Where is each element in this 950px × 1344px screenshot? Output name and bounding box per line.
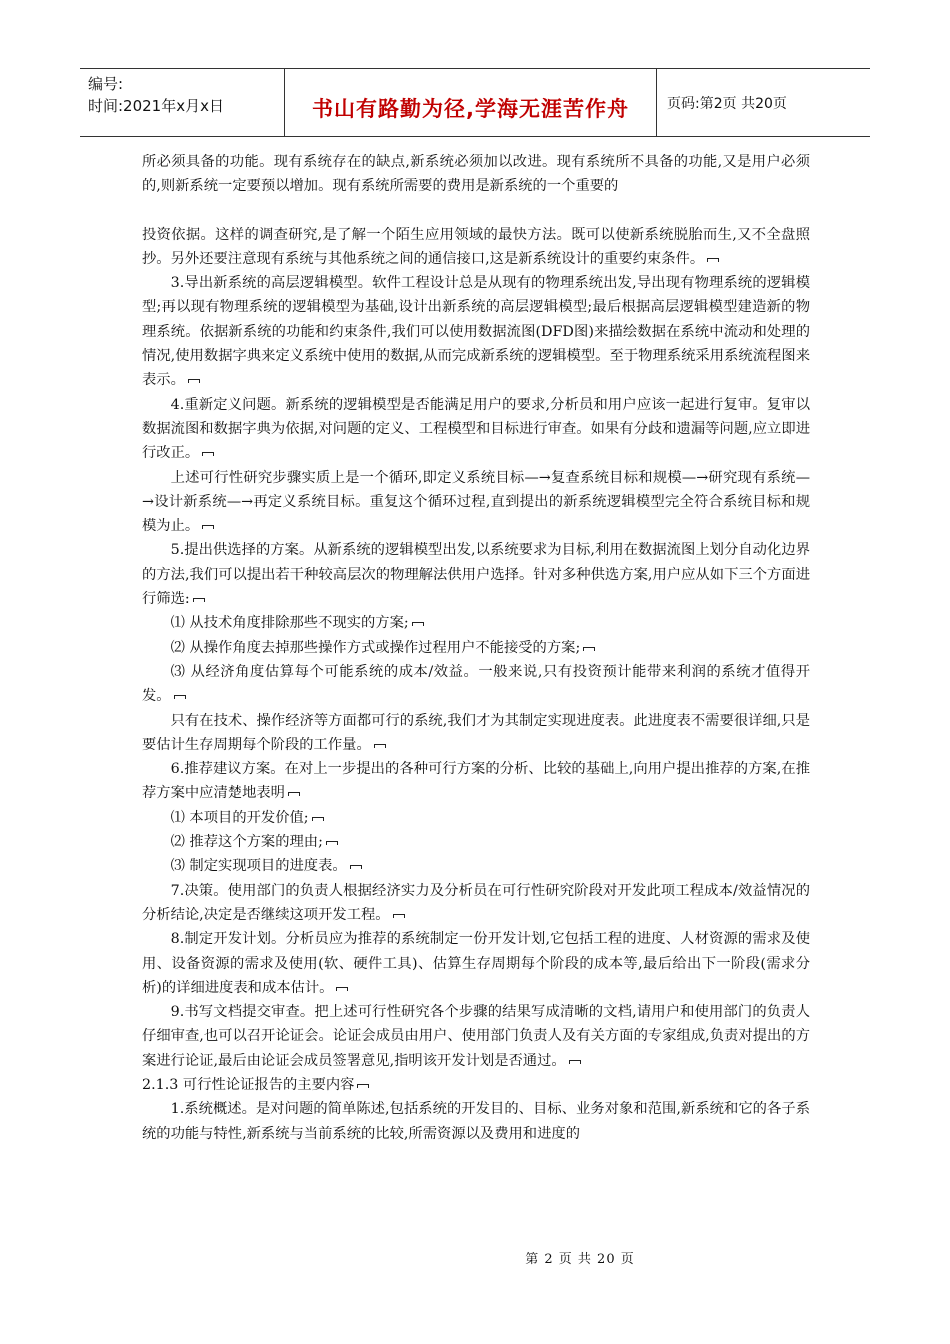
- paragraph: [142, 806, 810, 830]
- paragraph-text: ⑶ 从经济角度估算每个可能系统的成本/效益。一般来说,只有投资预计能带来利润的系统才值得开发。: [142, 663, 810, 705]
- time-label: 时间:2021年x月x日: [88, 97, 224, 115]
- paragraph: [142, 709, 810, 758]
- paragraph: [142, 466, 810, 539]
- paragraph-text: ⑶ 制定实现项目的进度表。: [170, 858, 347, 875]
- paragraph: [142, 393, 810, 466]
- header-meta: [80, 69, 284, 136]
- paragraph: [142, 854, 810, 878]
- paragraph-mark-icon: [202, 452, 214, 456]
- paragraph-mark-icon: [326, 841, 338, 845]
- header-motto-cell: [284, 69, 657, 136]
- paragraph-text: 只有在技术、操作经济等方面都可行的系统,我们才为其制定实现进度表。此进度表不需要很详细,只是要估计生存周期每个阶段的工作量。: [142, 712, 810, 753]
- paragraph: [142, 879, 810, 928]
- motto-text: 书山有路勤为径,学海无涯苦作舟: [312, 96, 629, 121]
- paragraph: [142, 830, 810, 854]
- paragraph-text: 6.推荐建议方案。在对上一步提出的各种可行方案的分析、比较的基础上,向用户提出推荐的方案,在推荐方案中应清楚地表明: [142, 761, 810, 802]
- paragraph: [142, 538, 810, 611]
- paragraph: [142, 271, 810, 392]
- paragraph-mark-icon: [336, 987, 348, 991]
- paragraph-text: ⑴ 本项目的开发价值;: [170, 809, 309, 826]
- spacer: [142, 199, 810, 223]
- paragraph-text: 7.决策。使用部门的负责人根据经济实力及分析员在可行性研究阶段对开发此项工程成本/效益情况的分析结论,决定是否继续这项开发工程。: [142, 882, 810, 923]
- paragraph-mark-icon: [707, 258, 719, 262]
- paragraph-text: 3.导出新系统的高层逻辑模型。软件工程设计总是从现有的物理系统出发,导出现有物理系统的逻辑模型;再以现有物理系统的逻辑模型为基础,设计出新系统的高层逻辑模型;最后根据高层逻辑模型建造新的物理系统。依据新系统的功能和约束条件,我们可以使用数据流图(DFD图)来描绘数据在系统中流动和处理的情况,使用数据字典来定义系统中使用的数据,从而完成新系统的逻辑模型。至于物理系统采用系统流程图来表示。: [142, 275, 810, 389]
- paragraph-text: 9.书写文档提交审查。把上述可行性研究各个步骤的结果写成清晰的文档,请用户和使用部门的负责人仔细审查,也可以召开论证会。论证会成员由用户、使用部门负责人及有关方面的专家组成,负责对提出的方案进行论证,最后由论证会成员签署意见,指明该开发计划是否通过。: [142, 1004, 810, 1069]
- paragraph-mark-icon: [288, 792, 300, 796]
- paragraph-text: 2.1.3 可行性论证报告的主要内容: [142, 1076, 355, 1093]
- number-label: 编号:: [88, 75, 124, 93]
- paragraph-mark-icon: [174, 695, 186, 699]
- paragraph: [142, 223, 810, 272]
- paragraph-mark-icon: [583, 647, 595, 651]
- paragraph-mark-icon: [202, 525, 214, 529]
- paragraph-mark-icon: [393, 914, 405, 918]
- paragraph-text: 5.提出供选择的方案。从新系统的逻辑模型出发,以系统要求为目标,利用在数据流图上划分自动化边界的方法,我们可以提出若干种较高层次的物理解法供用户选择。针对多种供选方案,用户应从如下三个方面进行筛选:: [142, 542, 810, 608]
- paragraph: [142, 150, 810, 199]
- paragraph-mark-icon: [412, 622, 424, 626]
- paragraph-text: 所必须具备的功能。现有系统存在的缺点,新系统必须加以改进。现有系统所不具备的功能,又是用户必须的,则新系统一定要预以增加。现有系统所需要的费用是新系统的一个重要的: [142, 154, 810, 195]
- paragraph: [142, 660, 810, 709]
- page-footer: 第 2 页 共 20 页: [525, 1252, 635, 1267]
- paragraph-text: ⑴ 从技术角度排除那些不现实的方案;: [170, 615, 409, 632]
- paragraph-mark-icon: [569, 1060, 581, 1064]
- header-page-info: [657, 69, 870, 136]
- paragraph-text: 上述可行性研究步骤实质上是一个循环,即定义系统目标—→复查系统目标和规模—→研究现有系统—→设计新系统—→再定义系统目标。重复这个循环过程,直到提出的新系统逻辑模型完全符合系统目标和规模为止。: [142, 469, 810, 535]
- paragraph: [142, 611, 810, 635]
- paragraph-mark-icon: [188, 379, 200, 383]
- paragraph-mark-icon: [193, 598, 205, 602]
- paragraph: [142, 1000, 810, 1073]
- paragraph-text: 投资依据。这样的调查研究,是了解一个陌生应用领域的最快方法。既可以使新系统脱胎而生,又不全盘照抄。另外还要注意现有系统与其他系统之间的通信接口,这是新系统设计的重要约束条件。: [142, 226, 810, 267]
- paragraph: [142, 757, 810, 806]
- paragraph-text: 4.重新定义问题。新系统的逻辑模型是否能满足用户的要求,分析员和用户应该一起进行复审。复审以数据流图和数据字典为依据,对问题的定义、工程模型和目标进行审查。如果有分歧和遗漏等问题,应立即进行改正。: [142, 396, 810, 462]
- paragraph-text: ⑵ 从操作角度去掉那些操作方式或操作过程用户不能接受的方案;: [170, 639, 581, 656]
- page-header: [80, 68, 870, 137]
- paragraph-mark-icon: [357, 1084, 369, 1088]
- paragraph-text: 8.制定开发计划。分析员应为推荐的系统制定一份开发计划,它包括工程的进度、人材资源的需求及使用、设备资源的需求及使用(软、硬件工具)、估算生存周期每个阶段的成本等,最后给出下一阶段(需求分析)的详细进度表和成本估计。: [142, 931, 810, 996]
- paragraph-mark-icon: [312, 817, 324, 821]
- paragraph-mark-icon: [350, 865, 362, 869]
- paragraph-text: ⑵ 推荐这个方案的理由;: [170, 834, 323, 851]
- paragraph-text: 1.系统概述。是对问题的简单陈述,包括系统的开发目的、目标、业务对象和范围,新系统和它的各子系统的功能与特性,新系统与当前系统的比较,所需资源以及费用和进度的: [142, 1101, 810, 1142]
- paragraph: [142, 1097, 810, 1146]
- paragraph: [142, 636, 810, 660]
- page-info-text: 页码:第2页 共20页: [667, 95, 787, 112]
- paragraph-mark-icon: [374, 744, 386, 748]
- paragraph: [142, 1073, 810, 1097]
- paragraph: [142, 927, 810, 1000]
- document-body: [142, 150, 810, 1146]
